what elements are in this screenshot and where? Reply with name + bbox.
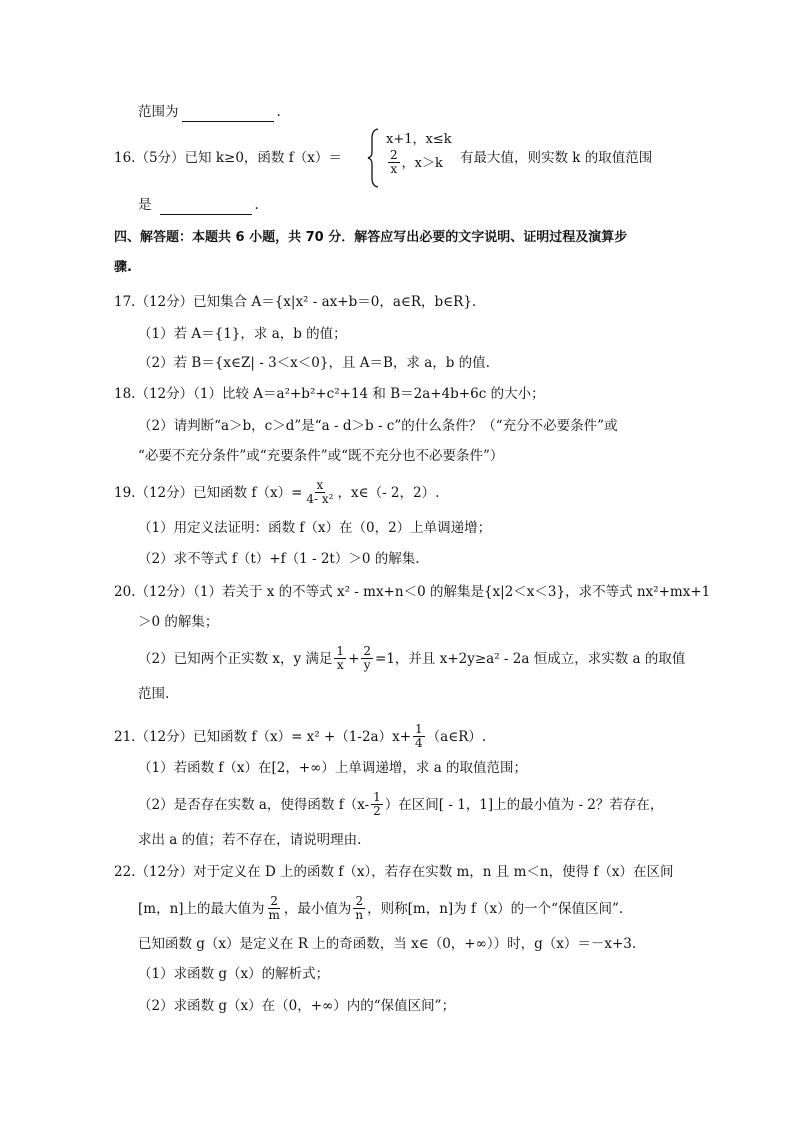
q20-part2-cont: 范围. <box>138 686 170 702</box>
q19-part1: （1）用定义法证明：函数 f（x）在（0，2）上单调递增； <box>138 520 492 536</box>
answer-blank[interactable] <box>160 200 252 215</box>
q21-stem: 21.（12分）已知函数 f（x）= x² +（1-2a）x+ $\frac{1}{4}$ （a∈R）. <box>114 722 487 750</box>
fraction: $\frac{1}{x}$ <box>336 644 345 672</box>
q15-tail: 范围为 . <box>138 104 281 120</box>
q21-part2-cont: 求出 a 的值；若不存在，请说明理由. <box>138 832 362 848</box>
q22-part2: （2）求函数 g（x）在（0，+∞）内的“保值区间”； <box>138 998 456 1014</box>
fraction: $\frac{1}{2}$ <box>373 790 381 818</box>
q20-stem: 20.（12分）（1）若关于 x 的不等式 x² - mx+n＜0 的解集是{x|2＜x＜3}，求不等式 nx²+mx+1 <box>114 584 711 600</box>
q21-part2: （2）是否存在实数 a，使得函数 f（x- $\frac{1}{2}$ ）在区间[ - 1，1]上的最小值为 - 2？若存在， <box>138 790 664 818</box>
section-heading-cont: 骤. <box>114 260 132 275</box>
piecewise-brace <box>367 128 379 188</box>
q22-given: 已知函数 g（x）是定义在 R 上的奇函数，当 x∈（0，+∞））时，g（x）＝－x+3. <box>138 936 637 952</box>
q20-part2: （2）已知两个正实数 x，y 满足 $\frac{1}{x}$ + $\frac{2}{y}$ =1，并且 x+2y≥a² - 2a 恒成立，求实数 a 的取值 <box>138 644 686 672</box>
answer-blank[interactable] <box>182 107 274 122</box>
q17-stem: 17.（12分）已知集合 A＝{x|x² - ax+b＝0，a∈R，b∈R}. <box>114 294 477 310</box>
q17-part1: （1）若 A＝{1}，求 a，b 的值； <box>138 326 347 342</box>
fraction: $\frac{x}{\text{4- x²}}$ <box>306 478 334 506</box>
q22-part1: （1）求函数 g（x）的解析式； <box>138 966 330 982</box>
q16-line2: 是 . <box>138 197 259 213</box>
q16-case2: $\frac{2}{x}$ ，x＞k <box>390 148 443 176</box>
q22-stem-cont: [m，n]上的最大值为 $\frac{2}{m}$ ，最小值为 $\frac{2}{n}$ ，则称[m，n]为 f（x）的一个“保值区间”. <box>138 894 624 922</box>
q16-case1: x+1，x≤k <box>386 132 452 147</box>
q22-stem: 22.（12分）对于定义在 D 上的函数 f（x），若存在实数 m，n 且 m＜n，使得 f（x）在区间 <box>114 864 674 880</box>
section-heading: 四、解答题：本题共 6 小题，共 70 分．解答应写出必要的文字说明、证明过程及演算步 <box>114 230 628 245</box>
fraction: $\frac{2}{m}$ <box>268 894 280 922</box>
fraction: $\frac{2}{n}$ <box>355 894 364 922</box>
q18-part2: （2）请判断“a＞b，c＞d”是“a - d＞b - c”的什么条件？（“充分不必要条件”或 <box>138 418 618 434</box>
q16-line1-pre: 16.（5分）已知 k≥0，函数 f（x）＝ <box>114 150 342 166</box>
q21-part1: （1）若函数 f（x）在[2，+∞）上单调递增，求 a 的取值范围； <box>138 760 528 776</box>
q19-stem: 19.（12分）已知函数 f（x）= $\frac{x}{\text{4- x²}}$ ，x∈（- 2，2）. <box>114 478 440 506</box>
q18-stem: 18.（12分）（1）比较 A＝a²+b²+c²+14 和 B＝2a+4b+6c 的大小； <box>114 386 545 402</box>
fraction: $\frac{1}{4}$ <box>415 722 423 750</box>
fraction: $\frac{2}{y}$ <box>363 644 372 672</box>
q19-part2: （2）求不等式 f（t）+f（1 - 2t）＞0 的解集. <box>138 551 420 567</box>
fraction: $\frac{2}{x}$ <box>390 148 398 176</box>
q18-part2-cont: “必要不充分条件”或“充要条件”或“既不充分也不必要条件”） <box>138 448 504 464</box>
q16-line1-post: 有最大值，则实数 k 的取值范围 <box>460 150 653 166</box>
q20-stem-cont: ＞0 的解集； <box>138 614 219 630</box>
q17-part2: （2）若 B＝{x∈Z| - 3＜x＜0}，且 A＝B，求 a，b 的值. <box>138 355 490 371</box>
